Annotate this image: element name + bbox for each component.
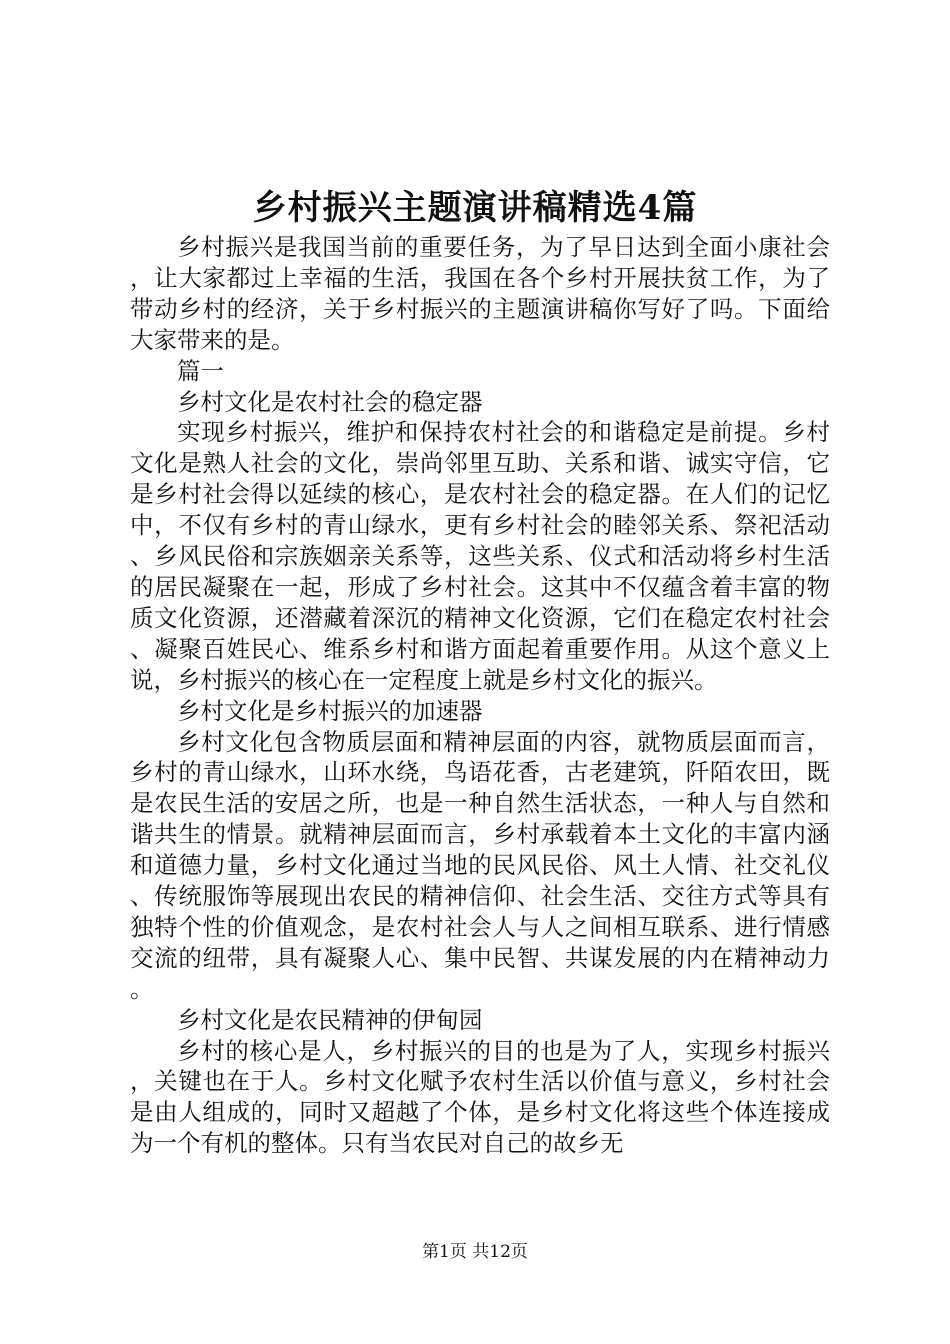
document-title: 乡村振兴主题演讲稿精选4篇 [252,188,698,228]
document-body [130,232,830,1159]
intro-paragraph: 乡村振兴是我国当前的重要任务，为了早日达到全面小康社会，让大家都过上幸福的生活，我国在各个乡村开展扶贫工作，为了带动乡村的经济，关于乡村振兴的主题演讲稿你写好了吗。下面给大家带来的是。 [130,233,830,354]
section-label: 篇一 [177,356,224,385]
section-heading: 乡村文化是乡村振兴的加速器 [177,696,483,725]
body-paragraph: 实现乡村振兴，维护和保持农村社会的和谐稳定是前提。乡村文化是熟人社会的文化，崇尚邻里互助、关系和谐、诚实守信，它是乡村社会得以延续的核心，是农村社会的稳定器。在人们的记忆中，不仅有乡村的青山绿水，更有乡村社会的睦邻关系、祭祀活动、乡风民俗和宗族姻亲关系等，这些关系、仪式和活动将乡村生活的居民凝聚在一起，形成了乡村社会。这其中不仅蕴含着丰富的物质文化资源，还潜藏着深沉的精神文化资源，它们在稳定农村社会、凝聚百姓民心、维系乡村和谐方面起着重要作用。从这个意义上说，乡村振兴的核心在一定程度上就是乡村文化的振兴。 [130,418,830,694]
section-heading: 乡村文化是农民精神的伊甸园 [177,1005,483,1034]
section-heading: 乡村文化是农村社会的稳定器 [177,387,483,416]
page-number-footer: 第1页 共12页 [422,1242,528,1262]
body-paragraph: 乡村文化包含物质层面和精神层面的内容，就物质层面而言，乡村的青山绿水，山环水绕，鸟语花香，古老建筑，阡陌农田，既是农民生活的安居之所，也是一种自然生活状态，一种人与自然和谐共生的情景。就精神层面而言，乡村承载着本土文化的丰富内涵和道德力量，乡村文化通过当地的民风民俗、风土人情、社交礼仪、传统服饰等展现出农民的精神信仰、社会生活、交往方式等具有独特个性的价值观念，是农村社会人与人之间相互联系、进行情感交流的纽带，具有凝聚人心、集中民智、共谋发展的内在精神动力。 [130,727,830,1003]
body-paragraph: 乡村的核心是人，乡村振兴的目的也是为了人，实现乡村振兴，关键也在于人。乡村文化赋予农村生活以价值与意义，乡村社会是由人组成的，同时又超越了个体，是乡村文化将这些个体连接成为一个有机的整体。只有当农民对自己的故乡无 [130,1036,830,1158]
